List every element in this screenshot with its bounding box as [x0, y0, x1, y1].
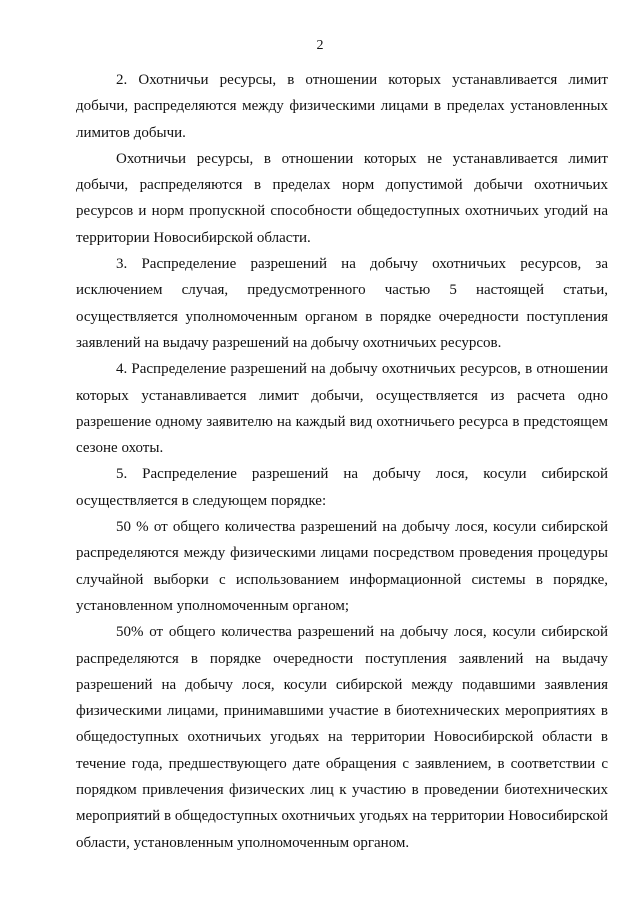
paragraph-item-3: 3. Распределение разрешений на добычу охотничьих ресурсов, за исключением случая, предусмотренного частью 5 настоящей статьи, осуществляется уполномоченным органом в порядке очередности поступления заявлений на выдачу разрешений на добычу охотничьих ресурсов. [76, 256, 608, 351]
page-number: 2 [316, 38, 324, 53]
document-body [76, 67, 608, 856]
paragraph-item-4: 4. Распределение разрешений на добычу охотничьих ресурсов, в отношении которых устанавливается лимит добычи, осуществляется из расчета одно разрешение одному заявителю на каждый вид охотничьего ресурса в предстоящем сезоне охоты. [76, 361, 608, 457]
paragraph-unlimited-resources: Охотничьи ресурсы, в отношении которых не устанавливается лимит добычи, распределяются в пределах норм допустимой добычи охотничьих ресурсов и норм пропускной способности общедоступных охотничьих угодий на территории Новосибирской области. [76, 150, 608, 246]
paragraph-random-selection: 50 % от общего количества разрешений на добычу лося, косули сибирской распределяются между физическими лицами посредством проведения процедуры случайной выборки с использованием информационной системы в порядке, установленном уполномоченным органом; [76, 519, 608, 614]
paragraph-item-2: 2. Охотничьи ресурсы, в отношении которых устанавливается лимит добычи, распределяются между физическими лицами в пределах установленных лимитов добычи. [76, 72, 608, 141]
paragraph-queue-order: 50% от общего количества разрешений на добычу лося, косули сибирской распределяются в порядке очередности поступления заявлений на выдачу разрешений на добычу лося, косули сибирской между подавшими заявления физическими лицами, принимавшими участие в биотехнических мероприятиях в общедоступных охотничьих угодьях на территории Новосибирской области в течение года, предшествующего дате обращения с заявлением, в соответствии с порядком привлечения физических лиц к участию в проведении биотехнических мероприятий в общедоступных охотничьих угодьях на территории Новосибирской области, установленным уполномоченным органом. [76, 624, 608, 851]
paragraph-item-5: 5. Распределение разрешений на добычу лося, косули сибирской осуществляется в следующем порядке: [76, 466, 608, 509]
